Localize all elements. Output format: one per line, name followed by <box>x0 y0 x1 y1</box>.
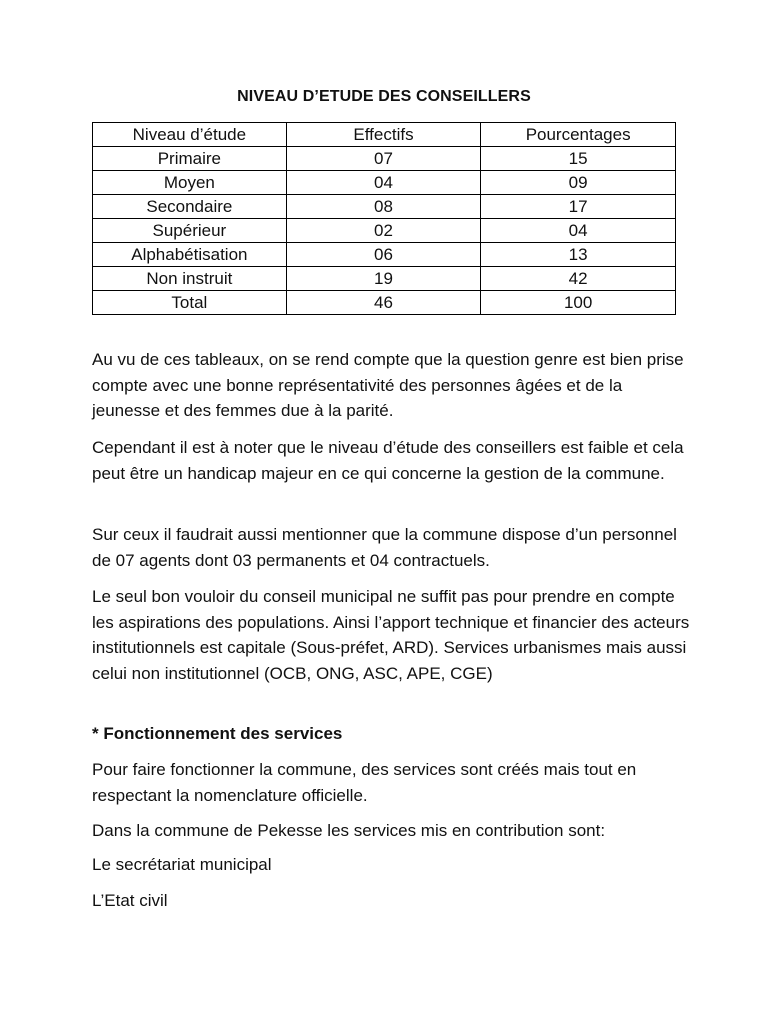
column-header-level: Niveau d’étude <box>93 123 287 147</box>
table-cell-level: Secondaire <box>93 195 287 219</box>
table-row <box>93 243 676 267</box>
table-cell-level: Total <box>93 291 287 315</box>
table-cell-level: Non instruit <box>93 267 287 291</box>
paragraph-text: Au vu de ces tableaux, on se rend compte que la question genre est bien prise compte avec une bonne représentativité des personnes âgées et de la jeunesse et des femmes due à la parité. <box>92 350 684 420</box>
table-cell-percentage: 42 <box>481 267 676 291</box>
paragraph-institutional-support <box>92 584 692 686</box>
table-cell-count: 19 <box>286 267 481 291</box>
paragraph-services-list-intro: Dans la commune de Pekesse les services mis en contribution sont: <box>92 821 606 840</box>
column-header-percentage: Pourcentages <box>481 123 676 147</box>
paragraph-text: Le seul bon vouloir du conseil municipal ne suffit pas pour prendre en compte les aspirations des populations. Ainsi l’apport technique et financier des acteurs institutionnels est capitale (Sous-préfet, ARD). Services urbanismes mais aussi celui non institutionnel (OCB, ONG, ASC, APE, CGE) <box>92 587 690 683</box>
table-cell-percentage: 04 <box>481 219 676 243</box>
paragraph-text: Cependant il est à noter que le niveau d’étude des conseillers est faible et cela peut être un handicap majeur en ce qui concerne la gestion de la commune. <box>92 438 684 483</box>
table-total-row <box>93 291 676 315</box>
column-header-count: Effectifs <box>286 123 481 147</box>
paragraph-education-level <box>92 435 692 486</box>
table-row <box>93 267 676 291</box>
document-title: NIVEAU D’ETUDE DES CONSEILLERS <box>237 88 531 105</box>
table-row <box>93 195 676 219</box>
table-cell-count: 46 <box>286 291 481 315</box>
table-row <box>93 147 676 171</box>
education-level-table <box>92 122 676 315</box>
table-cell-count: 06 <box>286 243 481 267</box>
table-cell-percentage: 15 <box>481 147 676 171</box>
list-item: L’Etat civil <box>92 891 168 910</box>
table-row <box>93 219 676 243</box>
table-cell-level: Primaire <box>93 147 287 171</box>
table-cell-percentage: 100 <box>481 291 676 315</box>
table-row <box>93 171 676 195</box>
paragraph-text: Pour faire fonctionner la commune, des services sont créés mais tout en respectant la nomenclature officielle. <box>92 760 637 805</box>
paragraph-staff <box>92 522 692 573</box>
table-cell-level: Supérieur <box>93 219 287 243</box>
table-header-row <box>93 123 676 147</box>
table-cell-count: 07 <box>286 147 481 171</box>
paragraph-text: Sur ceux il faudrait aussi mentionner que la commune dispose d’un personnel de 07 agents dont 03 permanents et 04 contractuels. <box>92 525 677 570</box>
paragraph-services-created <box>92 757 692 808</box>
table-cell-count: 08 <box>286 195 481 219</box>
table-cell-count: 02 <box>286 219 481 243</box>
table-cell-count: 04 <box>286 171 481 195</box>
table-cell-percentage: 09 <box>481 171 676 195</box>
table-cell-percentage: 17 <box>481 195 676 219</box>
table-cell-level: Moyen <box>93 171 287 195</box>
section-heading: * Fonctionnement des services <box>92 724 343 743</box>
table-cell-percentage: 13 <box>481 243 676 267</box>
paragraph-gender-representation <box>92 347 692 424</box>
table-cell-level: Alphabétisation <box>93 243 287 267</box>
list-item: Le secrétariat municipal <box>92 855 272 874</box>
